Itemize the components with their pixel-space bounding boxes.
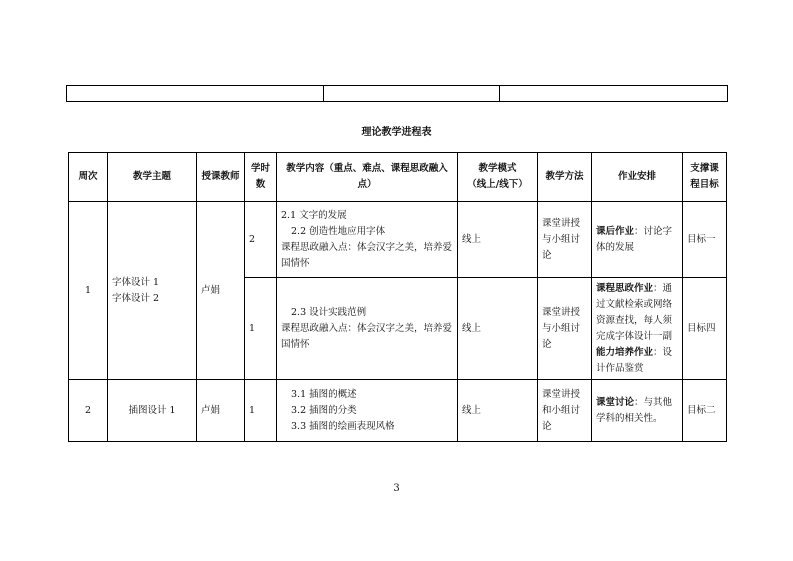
homework-text: ：与其他学科的相关性。 [596,396,673,424]
teacher-cell: 卢娟 [197,202,245,380]
hours-cell: 1 [245,278,277,380]
content-line: 3.3 插图的绘画表现风格 [291,420,395,432]
header-homework: 作业安排 [592,153,683,202]
homework-label: 课后作业 [596,225,635,237]
content-line: 3.2 插图的分类 [291,404,357,416]
topic-cell: 插图设计 1 [108,380,197,442]
top-empty-cell [67,86,324,102]
table-row [69,202,727,278]
method-cell: 课堂讲授与小组讨论 [538,278,592,380]
header-topic: 教学主题 [108,153,197,202]
topic-cell [108,202,197,380]
top-empty-cell [324,86,500,102]
content-line: 2.1 文字的发展 [281,209,347,221]
homework-cell [592,278,683,380]
content-line: 课程思政融入点：体会汉字之美，培养爱国情怀 [281,241,453,269]
goal-cell: 目标四 [683,278,727,380]
homework-label: 能力培养作业 [596,346,654,358]
table-title: 理论教学进程表 [361,127,432,138]
content-cell [277,278,458,380]
goal-cell: 目标一 [683,202,727,278]
content-line: 2.2 创造性地应用字体 [291,225,386,237]
week-cell: 1 [69,202,108,380]
content-line: 2.3 设计实践范例 [291,306,367,318]
topic-line: 字体设计 2 [112,292,160,304]
header-hours: 学时数 [245,153,277,202]
header-method: 教学方法 [538,153,592,202]
header-content: 教学内容（重点、难点、课程思政融入点） [277,153,458,202]
method-cell: 课堂讲授与小组讨论 [538,202,592,278]
top-empty-table [66,85,728,102]
content-cell [277,202,458,278]
header-mode [458,153,538,202]
hours-cell: 1 [245,380,277,442]
header-row [69,153,727,202]
homework-cell [592,202,683,278]
goal-cell: 目标二 [683,380,727,442]
teaching-schedule-table [68,152,727,442]
homework-text: ：讨论字体的发展 [596,225,673,253]
homework-label: 课程思政作业 [596,282,654,294]
homework-cell [592,380,683,442]
method-cell: 课堂讲授和小组讨论 [538,380,592,442]
mode-cell: 线上 [458,380,538,442]
teacher-cell: 卢娟 [197,380,245,442]
homework-label: 课堂讨论 [596,396,635,408]
page-number: 3 [393,483,400,494]
table-row [69,380,727,442]
header-mode-label: 教学模式 [478,163,517,174]
top-empty-row [67,86,728,102]
content-cell [277,380,458,442]
top-empty-cell [500,86,728,102]
header-teacher: 授课教师 [197,153,245,202]
homework-text: ：设计作品鉴赏 [596,346,673,374]
week-cell: 2 [69,380,108,442]
content-line: 课程思政融入点：体会汉字之美，培养爱国情怀 [281,322,453,350]
homework-text: ：通过文献检索或网络资源查找，每人须完成字体设计一副 [596,282,673,342]
topic-line: 字体设计 1 [112,276,160,288]
header-goal: 支撑课程目标 [683,153,727,202]
hours-cell: 2 [245,202,277,278]
mode-cell: 线上 [458,202,538,278]
content-line: 3.1 插图的概述 [291,388,357,400]
mode-cell: 线上 [458,278,538,380]
header-week: 周次 [69,153,108,202]
header-mode-sub: （线上/线下） [467,179,528,190]
